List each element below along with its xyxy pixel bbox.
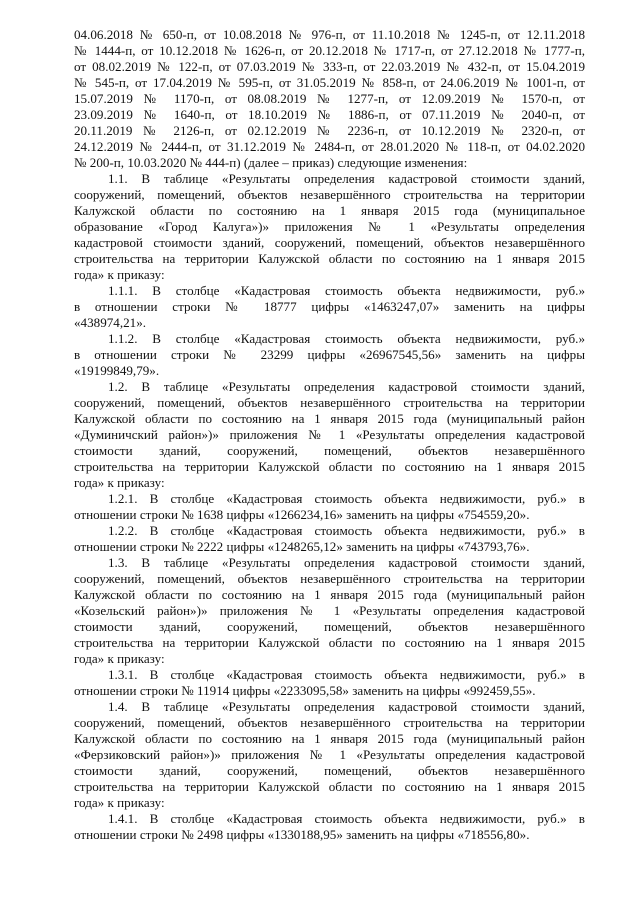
text-line: от 08.02.2019 № 122-п, от 07.03.2019 № 333-п, от 22.03.2019 № 432-п, от 15.04.2019 — [74, 59, 585, 74]
paragraph — [74, 811, 585, 843]
text-line: «Ферзиковский район»)» приложения № 1 «Результаты определения кадастровой — [74, 747, 585, 762]
text-line: 1.1.2. В столбце «Кадастровая стоимость объекта недвижимости, руб.» — [108, 331, 585, 346]
paragraph — [74, 283, 585, 331]
text-line: образование «Город Калуга»)» приложения № 1 «Результаты определения — [74, 219, 585, 234]
text-line: стоимости зданий, сооружений, помещений, объектов незавершённого — [74, 763, 585, 778]
paragraph — [74, 555, 585, 667]
text-line: года» к приказу: — [74, 267, 165, 282]
paragraph — [74, 27, 585, 171]
text-line: «438974,21». — [74, 315, 147, 330]
text-line: 04.06.2018 № 650-п, от 10.08.2018 № 976-п, от 11.10.2018 № 1245-п, от 12.11.2018 — [74, 27, 585, 42]
text-line: 24.12.2019 № 2444-п, от 31.12.2019 № 2484-п, от 28.01.2020 № 118-п, от 04.02.2020 — [74, 139, 585, 154]
text-line: 15.07.2019 № 1170-п, от 08.08.2019 № 1277-п, от 12.09.2019 № 1570-п, от — [74, 91, 585, 106]
text-line: кадастровой стоимости зданий, сооружений, помещений, объектов незавершённого — [74, 235, 585, 250]
paragraph — [74, 171, 585, 283]
paragraph — [74, 667, 585, 699]
text-line: года» к приказу: — [74, 795, 165, 810]
text-line: отношении строки № 2222 цифры «1248265,12» заменить на цифры «743793,76». — [74, 539, 530, 554]
text-line: строительства на территории Калужской области по состоянию на 1 января 2015 — [74, 251, 585, 266]
text-line: стоимости зданий, сооружений, помещений, объектов незавершённого — [74, 619, 585, 634]
paragraph — [74, 699, 585, 811]
text-line: № 1444-п, от 10.12.2018 № 1626-п, от 20.12.2018 № 1717-п, от 27.12.2018 № 1777-п, — [74, 43, 585, 58]
text-line: 1.3. В таблице «Результаты определения кадастровой стоимости зданий, — [108, 555, 585, 570]
text-line: Калужской области по состоянию на 1 января 2015 года (муниципальный район — [74, 731, 585, 746]
document-body — [74, 27, 585, 843]
text-line: Калужской области по состоянию на 1 января 2015 года (муниципальный район — [74, 587, 585, 602]
text-line: строительства на территории Калужской области по состоянию на 1 января 2015 — [74, 635, 585, 650]
text-line: отношении строки № 1638 цифры «1266234,16» заменить на цифры «754559,20». — [74, 507, 530, 522]
text-line: 1.2.1. В столбце «Кадастровая стоимость объекта недвижимости, руб.» в — [108, 491, 585, 506]
paragraph — [74, 331, 585, 379]
text-line: сооружений, помещений, объектов незавершённого строительства на территории — [74, 715, 585, 730]
text-line: сооружений, помещений, объектов незавершённого строительства на территории — [74, 571, 585, 586]
text-line: 20.11.2019 № 2126-п, от 02.12.2019 № 2236-п, от 10.12.2019 № 2320-п, от — [74, 123, 585, 138]
text-line: «Думиничский район»)» приложения № 1 «Результаты определения кадастровой — [74, 427, 585, 442]
text-line: «19199849,79». — [74, 363, 160, 378]
text-line: 23.09.2019 № 1640-п, от 18.10.2019 № 1886-п, от 07.11.2019 № 2040-п, от — [74, 107, 585, 122]
text-line: «Козельский район»)» приложения № 1 «Результаты определения кадастровой — [74, 603, 585, 618]
text-line: № 200-п, 10.03.2020 № 444-п) (далее – приказ) следующие изменения: — [74, 155, 468, 170]
text-line: сооружений, помещений, объектов незавершённого строительства на территории — [74, 187, 585, 202]
text-line: 1.4.1. В столбце «Кадастровая стоимость объекта недвижимости, руб.» в — [108, 811, 585, 826]
text-line: года» к приказу: — [74, 651, 165, 666]
text-line: отношении строки № 11914 цифры «2233095,58» заменить на цифры «992459,55». — [74, 683, 536, 698]
text-line: 1.1. В таблице «Результаты определения кадастровой стоимости зданий, — [108, 171, 585, 186]
paragraph — [74, 523, 585, 555]
text-line: в отношении строки № 18777 цифры «1463247,07» заменить на цифры — [74, 299, 585, 314]
text-line: 1.1.1. В столбце «Кадастровая стоимость объекта недвижимости, руб.» — [108, 283, 585, 298]
text-line: Калужской области по состоянию на 1 января 2015 года (муниципальный район — [74, 411, 585, 426]
text-line: стоимости зданий, сооружений, помещений, объектов незавершённого — [74, 443, 585, 458]
text-line: строительства на территории Калужской области по состоянию на 1 января 2015 — [74, 459, 585, 474]
text-line: 1.2. В таблице «Результаты определения кадастровой стоимости зданий, — [108, 379, 585, 394]
paragraph — [74, 491, 585, 523]
text-line: отношении строки № 2498 цифры «1330188,95» заменить на цифры «718556,80». — [74, 827, 530, 842]
text-line: в отношении строки № 23299 цифры «26967545,56» заменить на цифры — [74, 347, 585, 362]
text-line: 1.3.1. В столбце «Кадастровая стоимость объекта недвижимости, руб.» в — [108, 667, 585, 682]
text-line: 1.2.2. В столбце «Кадастровая стоимость объекта недвижимости, руб.» в — [108, 523, 585, 538]
text-line: сооружений, помещений, объектов незавершённого строительства на территории — [74, 395, 585, 410]
text-line: строительства на территории Калужской области по состоянию на 1 января 2015 — [74, 779, 585, 794]
text-line: № 545-п, от 17.04.2019 № 595-п, от 31.05.2019 № 858-п, от 24.06.2019 № 1001-п, от — [74, 75, 585, 90]
paragraph — [74, 379, 585, 491]
text-line: 1.4. В таблице «Результаты определения кадастровой стоимости зданий, — [108, 699, 585, 714]
text-line: Калужской области по состоянию на 1 января 2015 года (муниципальное — [74, 203, 585, 218]
text-line: года» к приказу: — [74, 475, 165, 490]
